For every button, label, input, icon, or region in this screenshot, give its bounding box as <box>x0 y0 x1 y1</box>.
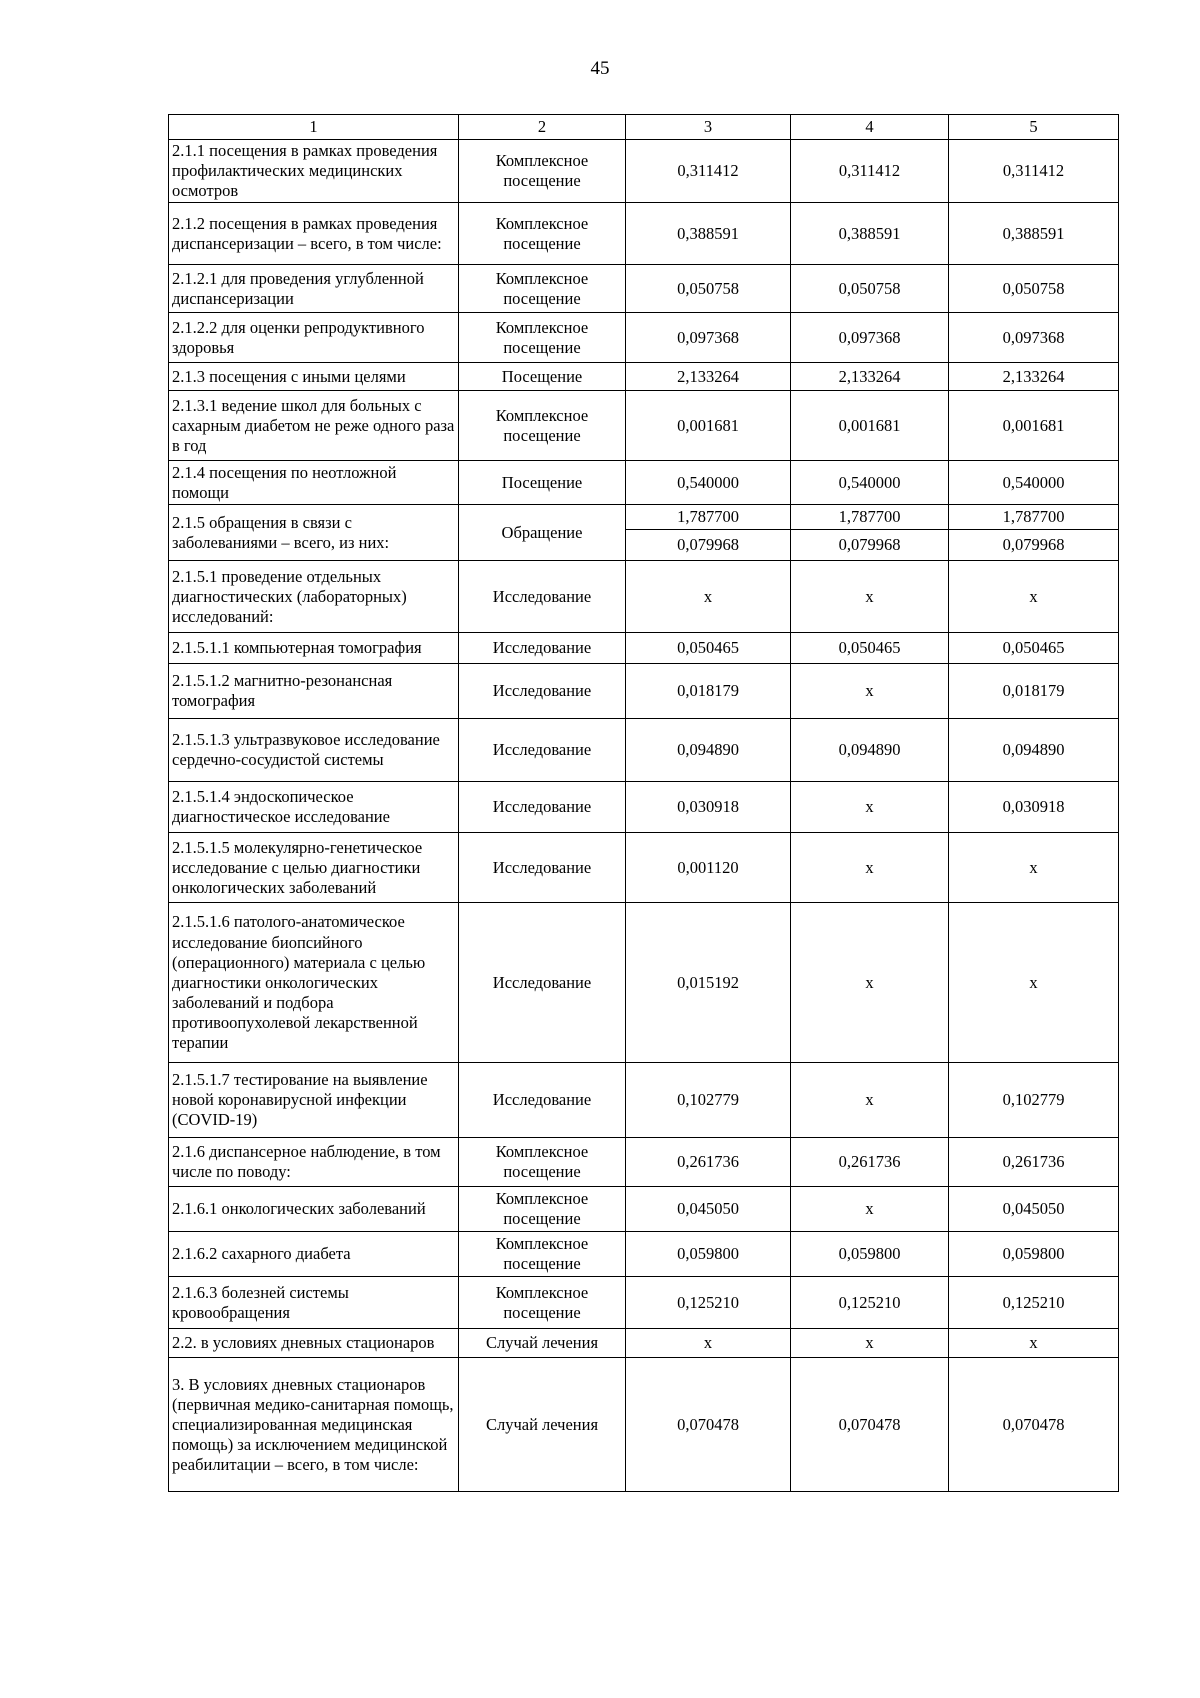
row-value-4: 0,050465 <box>791 633 949 664</box>
row-unit: Комплексное посещение <box>459 203 626 265</box>
table-row <box>169 203 1119 265</box>
row-value-4: 0,097368 <box>791 313 949 363</box>
row-value-5: 0,125210 <box>949 1277 1119 1329</box>
row-value-4: х <box>791 782 949 833</box>
row-value-4: 0,388591 <box>791 203 949 265</box>
table-row <box>169 782 1119 833</box>
row-value-3: 0,050758 <box>626 265 791 313</box>
table-row <box>169 561 1119 633</box>
row-name: 2.1.5.1.7 тестирование на выявление новой коронавирусной инфекции (COVID-19) <box>169 1063 459 1138</box>
row-unit: Комплексное посещение <box>459 391 626 461</box>
row-unit: Случай лечения <box>459 1329 626 1358</box>
row-value-3: 0,030918 <box>626 782 791 833</box>
row-value-3: 0,070478 <box>626 1358 791 1492</box>
row-value-3: 0,018179 <box>626 664 791 719</box>
row-value-5: 0,102779 <box>949 1063 1119 1138</box>
row-value-3: 0,094890 <box>626 719 791 782</box>
table-row <box>169 363 1119 391</box>
row-value-5: 0,001681 <box>949 391 1119 461</box>
row-value-5: 0,050758 <box>949 265 1119 313</box>
row-value-4: 0,001681 <box>791 391 949 461</box>
row-unit: Исследование <box>459 664 626 719</box>
row-value-4: 0,050758 <box>791 265 949 313</box>
row-value-3: 1,787700 <box>626 505 791 530</box>
row-unit: Комплексное посещение <box>459 1277 626 1329</box>
row-value-5: 0,094890 <box>949 719 1119 782</box>
row-unit: Посещение <box>459 363 626 391</box>
table-row <box>169 461 1119 505</box>
row-unit: Исследование <box>459 782 626 833</box>
row-value-3: 0,125210 <box>626 1277 791 1329</box>
row-name: 2.1.6.2 сахарного диабета <box>169 1232 459 1277</box>
table-row <box>169 1232 1119 1277</box>
row-name: 2.1.2.1 для проведения углубленной диспансеризации <box>169 265 459 313</box>
table-row <box>169 313 1119 363</box>
row-value-4: 0,079968 <box>791 530 949 561</box>
row-value-5: 0,030918 <box>949 782 1119 833</box>
row-value-3: 0,311412 <box>626 140 791 203</box>
header-row <box>169 115 1119 140</box>
row-name: 3. В условиях дневных стационаров (первичная медико-санитарная помощь, специализированная медицинская помощь) за исключением медицинской реабилитации – всего, в том числе: <box>169 1358 459 1492</box>
row-value-5: 0,079968 <box>949 530 1119 561</box>
table-row <box>169 833 1119 903</box>
row-value-5: х <box>949 833 1119 903</box>
row-value-5: 0,070478 <box>949 1358 1119 1492</box>
row-value-4: 0,311412 <box>791 140 949 203</box>
column-header-1: 1 <box>169 115 459 140</box>
row-value-4: х <box>791 903 949 1063</box>
row-value-4: х <box>791 1329 949 1358</box>
table-row <box>169 391 1119 461</box>
row-name: 2.1.5.1.2 магнитно-резонансная томография <box>169 664 459 719</box>
row-name: 2.1.5 обращения в связи с заболеваниями – всего, из них: <box>169 505 459 561</box>
row-value-5: 0,045050 <box>949 1187 1119 1232</box>
row-value-3: 0,001120 <box>626 833 791 903</box>
row-value-5: х <box>949 561 1119 633</box>
row-unit: Случай лечения <box>459 1358 626 1492</box>
table-row <box>169 633 1119 664</box>
table-row <box>169 1063 1119 1138</box>
column-header-3: 3 <box>626 115 791 140</box>
table-row <box>169 1329 1119 1358</box>
row-unit: Комплексное посещение <box>459 265 626 313</box>
row-value-5: 0,050465 <box>949 633 1119 664</box>
row-value-4: х <box>791 664 949 719</box>
row-value-5: х <box>949 1329 1119 1358</box>
row-value-5: 0,388591 <box>949 203 1119 265</box>
table-row <box>169 1277 1119 1329</box>
table-row <box>169 505 1119 530</box>
row-value-4: 0,070478 <box>791 1358 949 1492</box>
row-value-3: 0,097368 <box>626 313 791 363</box>
row-value-3: 0,015192 <box>626 903 791 1063</box>
row-name: 2.1.5.1.3 ультразвуковое исследование сердечно-сосудистой системы <box>169 719 459 782</box>
row-value-3: 0,388591 <box>626 203 791 265</box>
row-value-3: 0,102779 <box>626 1063 791 1138</box>
row-value-3: 0,540000 <box>626 461 791 505</box>
row-value-3: 2,133264 <box>626 363 791 391</box>
row-name: 2.2. в условиях дневных стационаров <box>169 1329 459 1358</box>
row-unit: Комплексное посещение <box>459 313 626 363</box>
row-unit: Исследование <box>459 903 626 1063</box>
row-value-5: 1,787700 <box>949 505 1119 530</box>
table-row <box>169 903 1119 1063</box>
row-value-4: 1,787700 <box>791 505 949 530</box>
row-name: 2.1.6.3 болезней системы кровообращения <box>169 1277 459 1329</box>
row-name: 2.1.1 посещения в рамках проведения профилактических медицинских осмотров <box>169 140 459 203</box>
row-name: 2.1.2 посещения в рамках проведения диспансеризации – всего, в том числе: <box>169 203 459 265</box>
row-value-5: 0,097368 <box>949 313 1119 363</box>
row-value-5: 0,059800 <box>949 1232 1119 1277</box>
data-table <box>168 114 1119 1492</box>
row-unit: Комплексное посещение <box>459 1187 626 1232</box>
row-unit: Исследование <box>459 719 626 782</box>
column-header-4: 4 <box>791 115 949 140</box>
row-value-4: 0,125210 <box>791 1277 949 1329</box>
table-row <box>169 664 1119 719</box>
row-value-5: 0,261736 <box>949 1138 1119 1187</box>
row-name: 2.1.4 посещения по неотложной помощи <box>169 461 459 505</box>
row-unit: Посещение <box>459 461 626 505</box>
row-name: 2.1.2.2 для оценки репродуктивного здоровья <box>169 313 459 363</box>
table-row <box>169 265 1119 313</box>
table-row <box>169 1138 1119 1187</box>
row-name: 2.1.5.1.1 компьютерная томография <box>169 633 459 664</box>
row-value-4: х <box>791 1063 949 1138</box>
row-value-4: х <box>791 561 949 633</box>
row-value-4: х <box>791 1187 949 1232</box>
column-header-2: 2 <box>459 115 626 140</box>
table-row <box>169 1187 1119 1232</box>
row-unit: Комплексное посещение <box>459 1232 626 1277</box>
row-value-3: 0,045050 <box>626 1187 791 1232</box>
row-value-5: х <box>949 903 1119 1063</box>
table-row <box>169 1358 1119 1492</box>
row-name: 2.1.6 диспансерное наблюдение, в том числе по поводу: <box>169 1138 459 1187</box>
row-value-5: 2,133264 <box>949 363 1119 391</box>
row-unit: Исследование <box>459 633 626 664</box>
row-name: 2.1.5.1.6 патолого-анатомическое исследование биопсийного (операционного) материала с целью диагностики онкологических заболеваний и подбора противоопухолевой лекарственной терапии <box>169 903 459 1063</box>
row-unit: Комплексное посещение <box>459 140 626 203</box>
row-value-5: 0,018179 <box>949 664 1119 719</box>
row-value-4: 0,540000 <box>791 461 949 505</box>
row-value-5: 0,311412 <box>949 140 1119 203</box>
row-name: 2.1.5.1.4 эндоскопическое диагностическое исследование <box>169 782 459 833</box>
row-unit: Исследование <box>459 1063 626 1138</box>
row-value-3: х <box>626 561 791 633</box>
page-number: 45 <box>590 58 610 79</box>
row-unit: Исследование <box>459 833 626 903</box>
row-value-5: 0,540000 <box>949 461 1119 505</box>
table-row <box>169 719 1119 782</box>
row-value-4: 0,059800 <box>791 1232 949 1277</box>
row-value-3: 0,079968 <box>626 530 791 561</box>
row-unit: Комплексное посещение <box>459 1138 626 1187</box>
row-unit: Исследование <box>459 561 626 633</box>
row-value-4: х <box>791 833 949 903</box>
column-header-5: 5 <box>949 115 1119 140</box>
row-value-3: 0,050465 <box>626 633 791 664</box>
row-name: 2.1.3 посещения с иными целями <box>169 363 459 391</box>
row-value-3: 0,059800 <box>626 1232 791 1277</box>
row-name: 2.1.6.1 онкологических заболеваний <box>169 1187 459 1232</box>
row-value-3: х <box>626 1329 791 1358</box>
row-name: 2.1.3.1 ведение школ для больных с сахарным диабетом не реже одного раза в год <box>169 391 459 461</box>
row-name: 2.1.5.1.5 молекулярно-генетическое исследование с целью диагностики онкологических заболеваний <box>169 833 459 903</box>
row-value-4: 0,261736 <box>791 1138 949 1187</box>
row-value-4: 2,133264 <box>791 363 949 391</box>
table-row <box>169 140 1119 203</box>
row-value-3: 0,261736 <box>626 1138 791 1187</box>
row-unit: Обращение <box>459 505 626 561</box>
row-name: 2.1.5.1 проведение отдельных диагностических (лабораторных) исследований: <box>169 561 459 633</box>
row-value-4: 0,094890 <box>791 719 949 782</box>
row-value-3: 0,001681 <box>626 391 791 461</box>
